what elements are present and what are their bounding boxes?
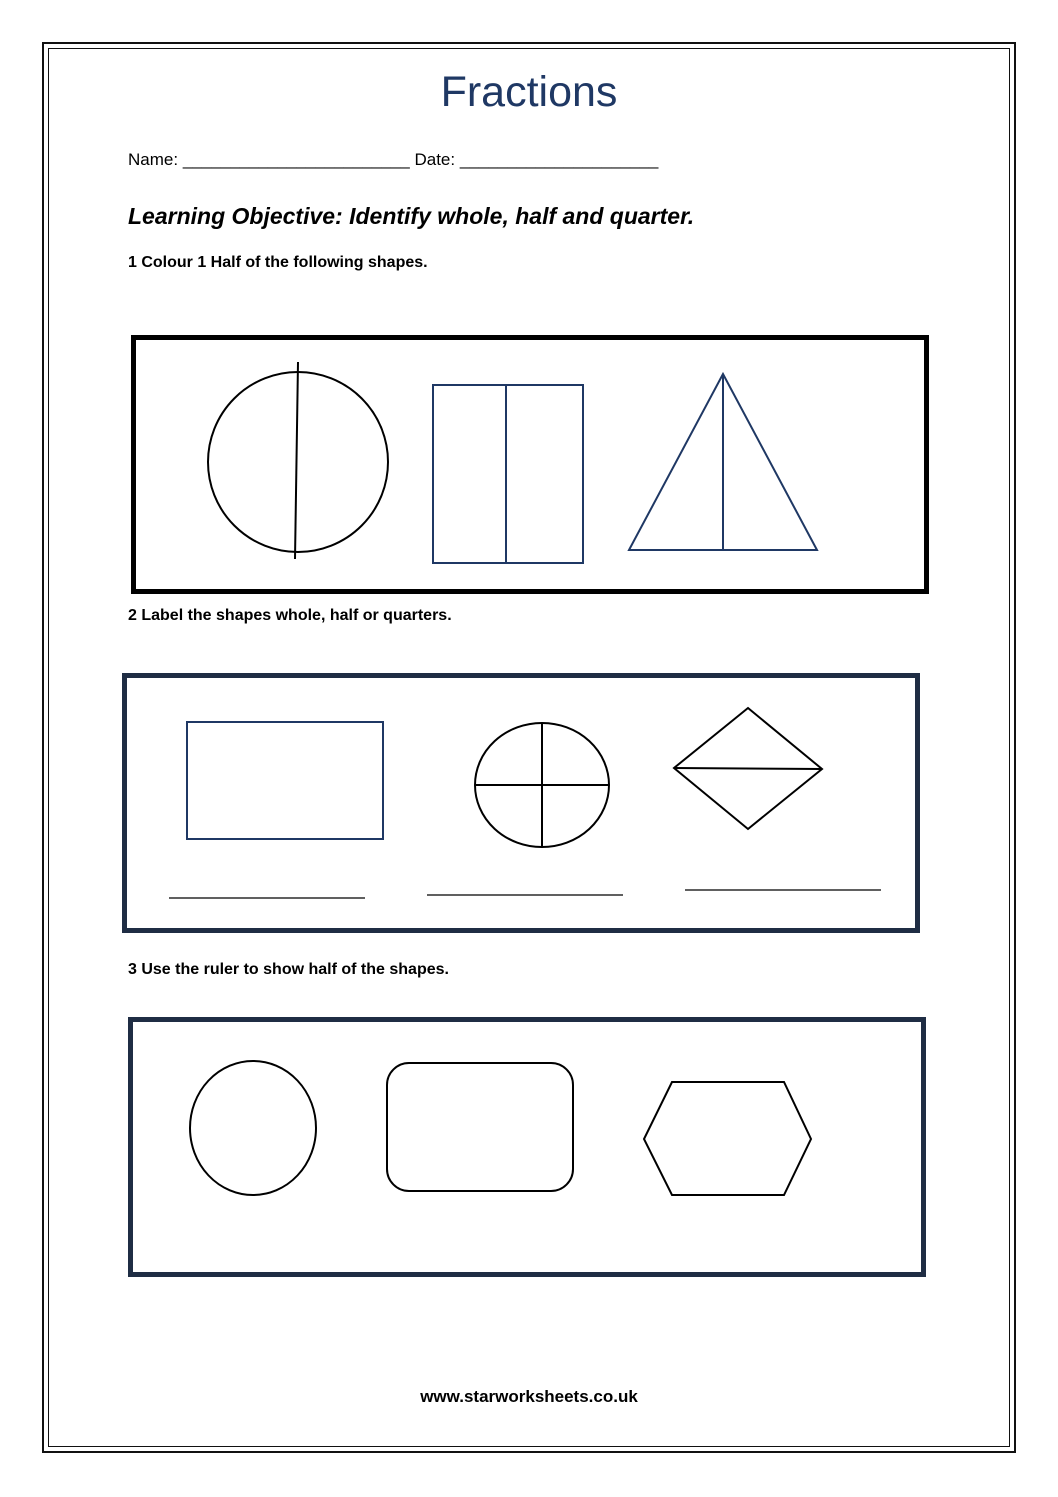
question-2-text: 2 Label the shapes whole, half or quarters.	[128, 607, 452, 624]
name-date-line	[128, 150, 658, 170]
name-label: Name:	[128, 150, 179, 169]
question-1-text: 1 Colour 1 Half of the following shapes.	[128, 254, 428, 271]
footer-url[interactable]: www.starworksheets.co.uk	[420, 1387, 638, 1406]
question-3-box	[128, 1017, 926, 1277]
name-field[interactable]: ________________________	[182, 150, 410, 169]
date-label: Date:	[414, 150, 456, 169]
question-1-box	[131, 335, 929, 594]
question-3-text: 3 Use the ruler to show half of the shapes.	[128, 961, 449, 978]
page-title: Fractions	[440, 68, 618, 116]
learning-objective: Learning Objective: Identify whole, half and quarter.	[128, 203, 695, 229]
question-2-box	[122, 673, 920, 933]
date-field[interactable]: _____________________	[459, 150, 659, 169]
